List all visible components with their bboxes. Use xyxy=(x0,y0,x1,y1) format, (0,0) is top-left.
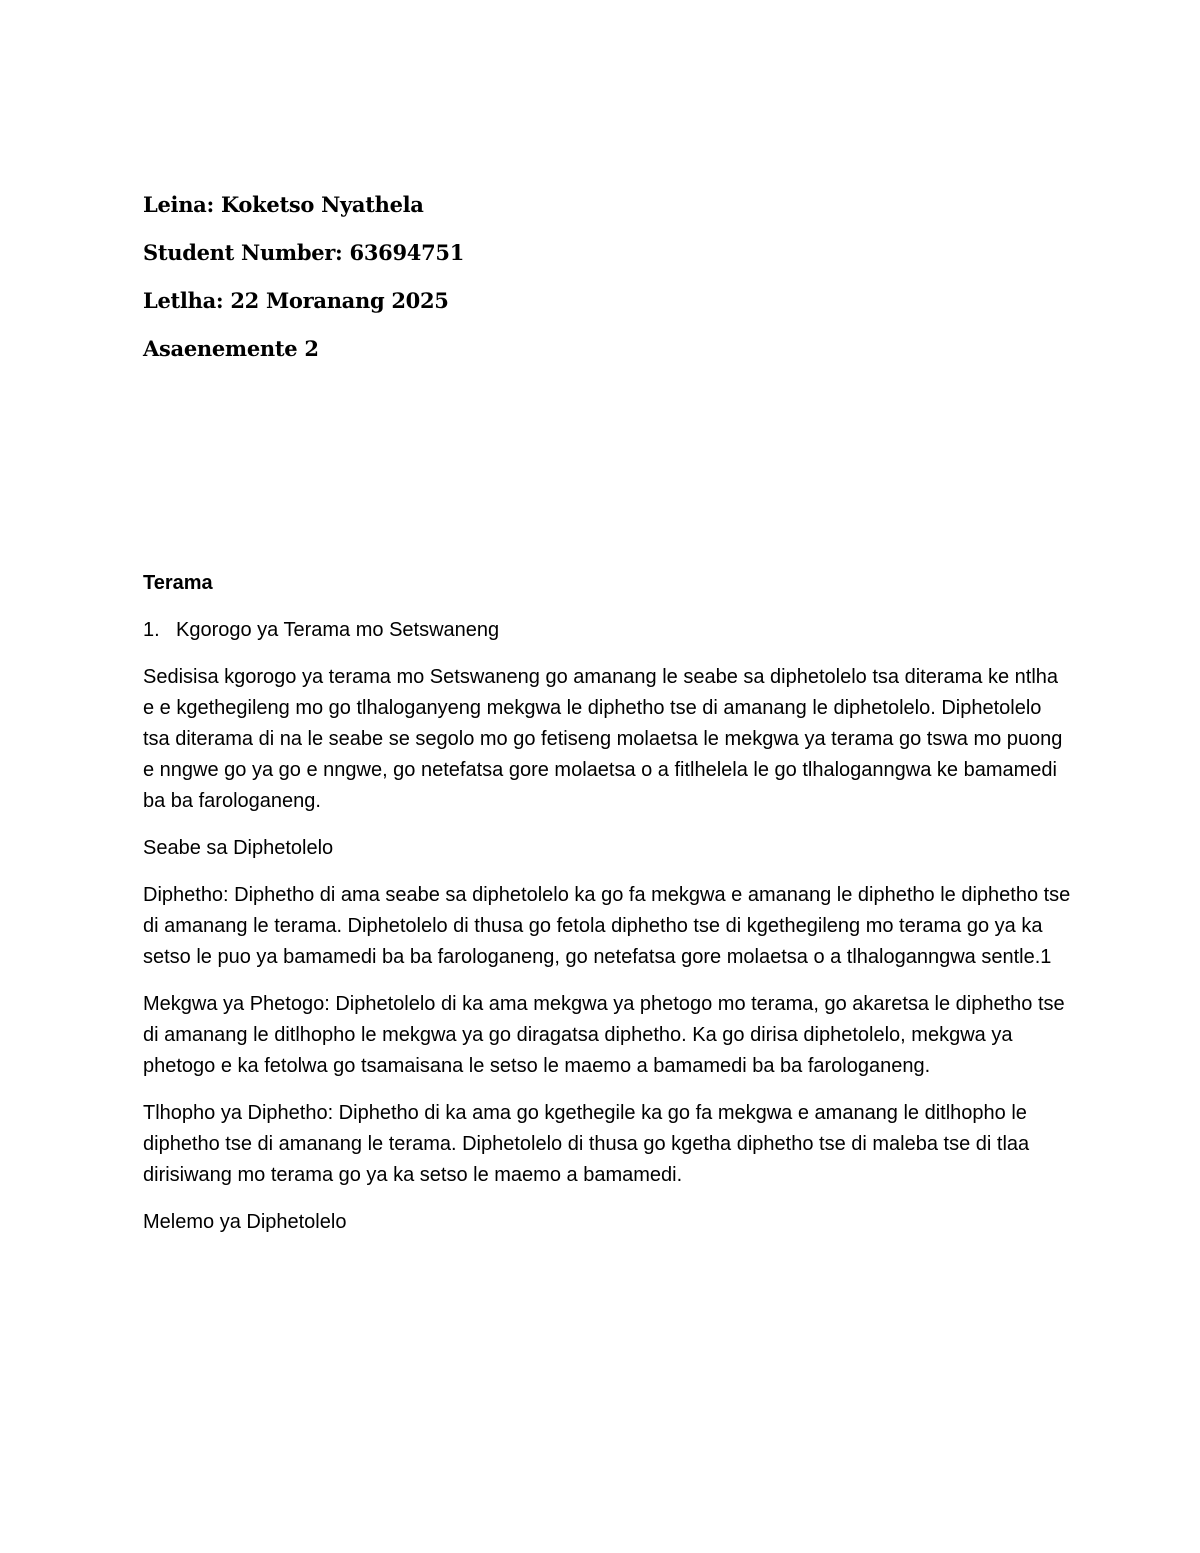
section-heading: Terama xyxy=(143,572,213,594)
list-item-number: 1. xyxy=(143,619,160,641)
list-item-title: Kgorogo ya Terama mo Setswaneng xyxy=(176,619,500,641)
assignment-line: Asaenemente 2 xyxy=(143,336,319,361)
date-line: Letlha: 22 Moranang 2025 xyxy=(143,288,449,313)
document-body xyxy=(143,568,1073,1254)
subheading-seabe: Seabe sa Diphetolelo xyxy=(143,837,334,859)
paragraph-intro: Sedisisa kgorogo ya terama mo Setswaneng go amanang le seabe sa diphetolelo tsa diterama ke ntlha e e kgethegileng mo go tlhaloganyeng mekgwa le diphetho tse di amanang le diphetolelo. Diphetolelo tsa diterama di na le seabe se segolo mo go fetiseng molaetsa le mekgwa ya terama go tswa mo puong e nngwe go ya go e nngwe, go netefatsa gore molaetsa o a fitlhelela le go tlhaloganngwa ke bamamedi ba ba farologaneng. xyxy=(143,666,1063,812)
paragraph-mekgwa: Mekgwa ya Phetogo: Diphetolelo di ka ama mekgwa ya phetogo mo terama, go akaretsa le diphetho tse di amanang le ditlhopho le mekgwa ya go diragatsa diphetho. Ka go dirisa diphetolelo, mekgwa ya phetogo e ka fetolwa go tsamaisana le setso le maemo a bamamedi ba ba farologaneng. xyxy=(143,993,1065,1077)
paragraph-tlhopho: Tlhopho ya Diphetho: Diphetho di ka ama go kgethegile ka go fa mekgwa e amanang le ditlhopho le diphetho tse di amanang le terama. Diphetolelo di thusa go kgetha diphetho tse di maleba tse di tlaa dirisiwang mo terama go ya ka setso le maemo a bamamedi. xyxy=(143,1102,1030,1186)
paragraph-diphetho: Diphetho: Diphetho di ama seabe sa diphetolelo ka go fa mekgwa e amanang le diphetho le diphetho tse di amanang le terama. Diphetolelo di thusa go fetola diphetho tse di kgethegileng mo terama go ya ka setso le puo ya bamamedi ba ba farologaneng, go netefatsa gore molaetsa o a tlhaloganngwa sentle.1 xyxy=(143,884,1071,968)
numbered-list-item xyxy=(143,615,1073,646)
subheading-melemo: Melemo ya Diphetolelo xyxy=(143,1211,347,1233)
student-name-line: Leina: Koketso Nyathela xyxy=(143,192,424,217)
student-number-line: Student Number: 63694751 xyxy=(143,240,465,265)
